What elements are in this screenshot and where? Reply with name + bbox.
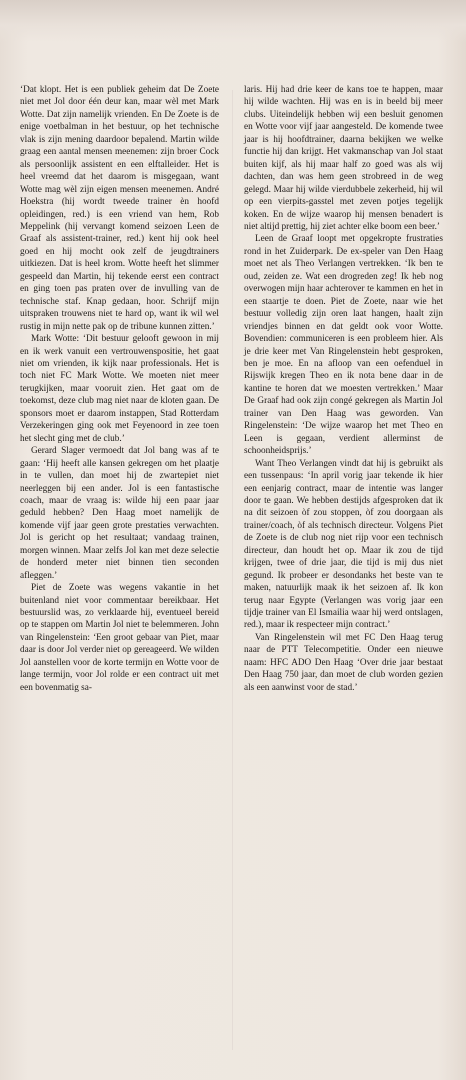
- paragraph: Want Theo Verlangen vindt dat hij is gebruikt als een tussenpaus: ‘In april vorig jaar tekende ik hier een eenjarig contract, maar de intentie was langer door te gaan. We hebben destijds afgesproken dat ik na dit seizoen òf zou stoppen, òf zou doorgaan als trainer/coach, òf als technisch directeur. Volgens Piet de Zoete is de club nog niet rijp voor een technisch directeur, dan houdt het op. Maar ik zou de tijd krijgen, twee of drie jaar, die tijd is mij dus niet gegund. Ik probeer er desondanks het beste van te maken, natuurlijk maak ik het seizoen af. Ik kon terug naar Egypte (Verlangen was vorig jaar een tijdje trainer van El Ismailia waar hij werd ontslagen, red.), maar ik respecteer mijn contract.’: [244, 458, 443, 631]
- paragraph: Gerard Slager vermoedt dat Jol bang was af te gaan: ‘Hij heeft alle kansen gekregen om het plaatje in te vullen, dan moet hij de zwartepiet niet neerleggen bij een ander. Jol is een fantastische coach, maar de vraag is: wilde hij een paar jaar geduld hebben? Den Haag moet namelijk de komende vijf jaar geen grote prestaties verwachten. Jol is gericht op het resultaat; vandaag trainen, morgen winnen. Maar zelfs Jol kan met deze selectie de honderd meter niet binnen tien seconden afleggen.’: [20, 446, 219, 581]
- paragraph: ‘Dat klopt. Het is een publiek geheim dat De Zoete niet met Jol door één deur kan, maar wèl met Mark Wotte. Dat zijn namelijk vrienden. En De Zoete is de enige voetbalman in het bestuur, op het technische vlak is zijn mening daardoor bepalend. Martin wilde graag een aantal mensen meenemen: zijn broer Cock als persoonlijk assistent en een elftalleider. Het is heel vreemd dat het daarom is misgegaan, want Wotte mag wèl zijn eigen mensen meenemen. André Hoekstra (hij wordt tweede trainer èn hoofd opleidingen, red.) is een vriend van hem, Rob Meppelink (hij vervangt komend seizoen Leen de Graaf als assistent-trainer, red.) kent hij ook heel goed en hij mocht ook zelf de jeugdtrainers uitkiezen. Dat is heel krom. Wotte heeft het slimmer gespeeld dan Martin, hij tekende eerst een contract en ging toen pas praten over de invulling van de technische staf. Knap gedaan, hoor. Schrijf mijn uitspraken trouwens niet te hard op, want ik wil wel rustig in mijn nette pak op de tribune kunnen zitten.’: [20, 85, 219, 332]
- paragraph: Van Ringelenstein wil met FC Den Haag terug naar de PTT Telecompetitie. Onder een nieuwe naam: HFC ADO Den Haag ‘Over drie jaar bestaat Den Haag 750 jaar, dan moet de club worden gezien als een aanwinst voor de stad.’: [244, 632, 443, 693]
- paragraph: Leen de Graaf loopt met opgekropte frustraties rond in het Zuiderpark. De ex-speler van Den Haag moet net als Theo Verlangen vertrekken. ‘Ik ben te oud, zeiden ze. Wat een drogreden zeg! Ik heb nog overwogen mijn haar achterover te kammen en het in een staartje te doen. Piet de Zoete, naar wie het bestuur volledig zijn oren laat hangen, haalt zijn vriendjes binnen en dat geldt ook voor Wotte. Bovendien: communiceren is een probleem hier. Als je drie keer met Van Ringelenstein hebt gesproken, ben je moe. En na afloop van een oefenduel in Rijswijk kregen Theo en ik nota bene daar in de kantine te horen dat we moesten vertrekken.’ Maar De Graaf had ook zijn congé gekregen als Martin Jol trainer van Den Haag was geworden. Van Ringelenstein: ‘De wijze waarop het met Theo en Leen is gegaan, verdient allerminst de schoonheidsprijs.’: [244, 234, 443, 457]
- page-top-edge: [0, 0, 466, 42]
- paragraph: laris. Hij had drie keer de kans toe te happen, maar hij wilde wachten. Hij was en is in beeld bij meer clubs. Uiteindelijk hebben wij een besluit genomen en Wotte voor vijf jaar aangesteld. De komende twee jaar is hij hoofdtrainer, daarna bekijken we welke functie hij dan krijgt. Het vakmanschap van Jol staat buiten kijf, als hij maar half zo goed was als wij dachten, dan was hem geen strobreed in de weg gelegd. Maar hij wilde vierdubbele zekerheid, hij wil op een vierpits-gasstel met zeven potjes tegelijk koken. En de wijze waarop hij mensen benadert is niet altijd prettig, hij ziet achter elke boom een beer.’: [244, 85, 443, 232]
- column-gutter: [232, 90, 233, 1050]
- paragraph: Mark Wotte: ‘Dit bestuur gelooft gewoon in mij en ik werk vanuit een vertrouwenspositie, het gaat niet om vrienden, ik kijk naar professionals. Het is toch niet FC Mark Wotte. We moeten niet meer terugkijken, maar vooruit zien. Het gaat om de toekomst, deze club mag niet naar de kloten gaan. De sponsors moet er daarom instappen, Stad Rotterdam Verzekeringen ging ook met Feyenoord in zee toen het slecht ging met de club.’: [20, 334, 219, 444]
- article-column-left: [20, 84, 219, 694]
- article-column-right: [244, 84, 443, 694]
- paragraph: Piet de Zoete was wegens vakantie in het buitenland niet voor commentaar bereikbaar. Het bestuurslid was, zo verklaarde hij, eventueel bereid op te stappen om Martin Jol niet te belemmeren. John van Ringelenstein: ‘Een groot gebaar van Piet, maar daar is door Jol verder niet op gereageerd. We wilden Jol aanstellen voor de korte termijn en Wotte voor de lange termijn, voor Jol rolde er een contract uit met een bovenmatig sa-: [20, 583, 219, 693]
